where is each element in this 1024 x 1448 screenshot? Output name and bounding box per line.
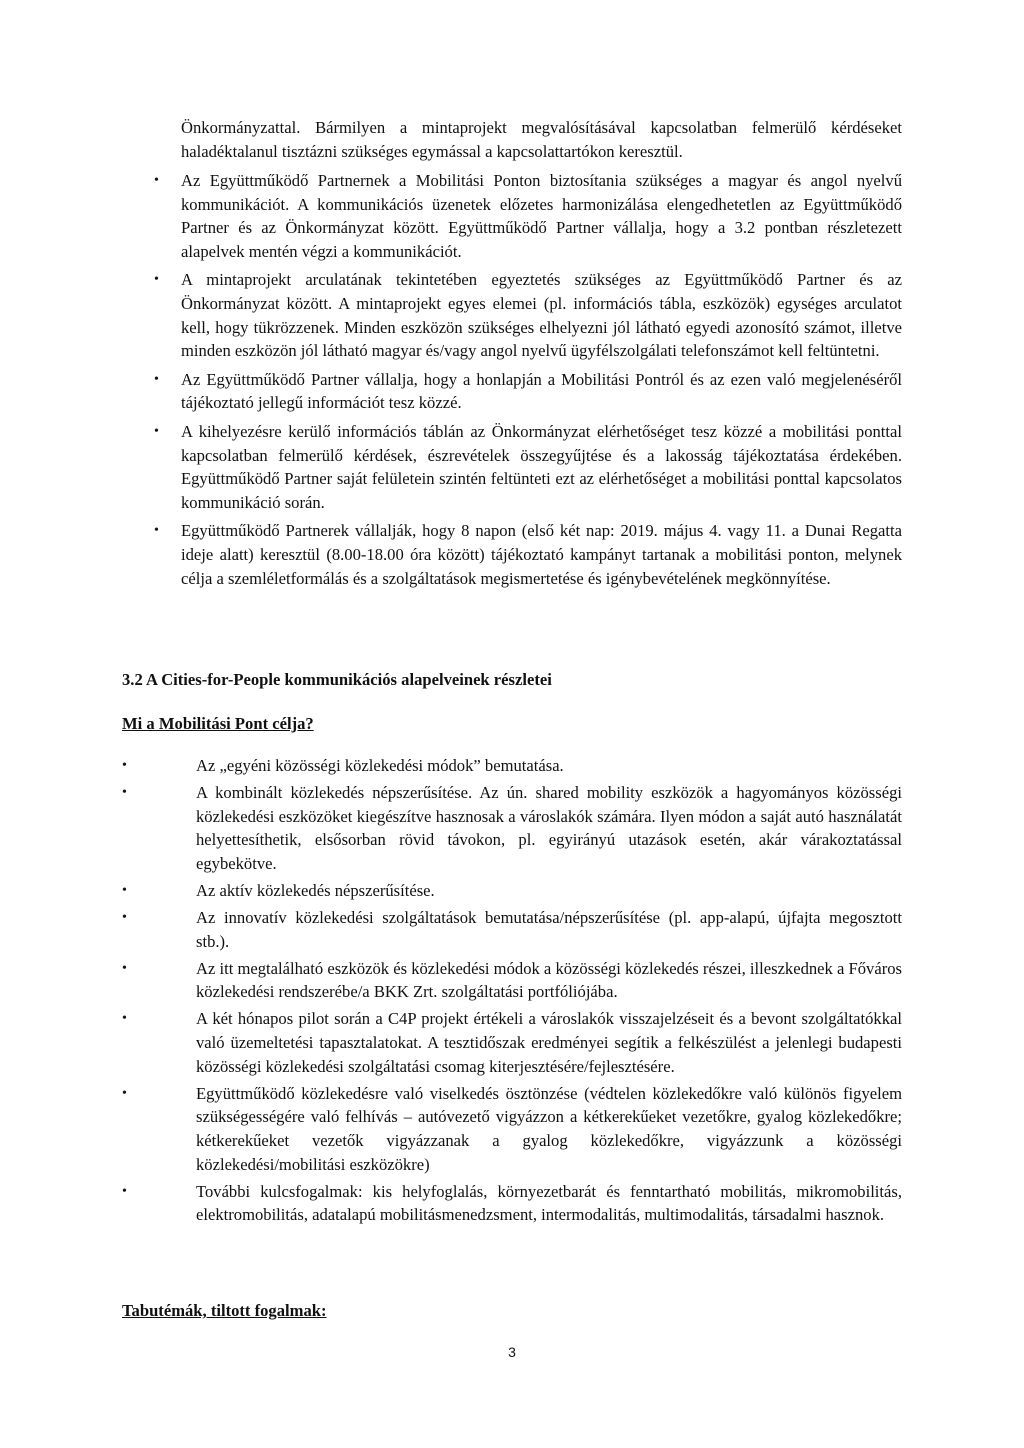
list-item-text: A mintaprojekt arculatának tekintetében egyeztetés szükséges az Együttműködő Partner és az Önkormányzat között. A mintaprojekt egyes elemei (pl. információs tábla, eszközök) egységes arculatot kell, hogy tükrözzenek. Minden eszközön szükséges elhelyezni jól látható egyedi azonosító számot, illetve minden eszközön jól látható magyar és/vagy angol nyelvű ügyfélszolgálati telefonszámot kell feltüntetni. [181, 270, 902, 361]
bullet-icon: • [154, 173, 159, 188]
bullet-icon: • [122, 960, 127, 976]
list-item [154, 368, 902, 415]
intro-paragraph: Önkormányzattal. Bármilyen a mintaprojekt megvalósításával kapcsolatban felmerülő kérdéseket haladéktalanul tisztázni szükséges egymással a kapcsolattartókon keresztül. [181, 118, 902, 161]
list-item [154, 169, 902, 263]
bullet-icon: • [122, 882, 127, 898]
bullet-icon: • [122, 758, 127, 773]
list-item [122, 906, 902, 953]
bullet-icon: • [122, 1085, 127, 1101]
list-item [122, 879, 902, 903]
list-item [154, 519, 902, 590]
list-item-text: Az itt megtalálható eszközök és közlekedési módok a közösségi közlekedés részei, illeszkednek a Főváros közlekedési rendszerébe/a BKK Zrt. szolgáltatási portfóliójába. [196, 958, 902, 1002]
list-item-text: Együttműködő közlekedésre való viselkedés ösztönzése (védtelen közlekedőkre való különös figyelem szükségességére való felhívás – autóvezető vigyázzon a kétkerekűeket vezetőkre, gyalog közlekedőkre; kétkerekűeket vezetők vigyázzanak a gyalog közlekedőkre, vigyázzunk a közösségi közlekedési/mobilitási eszközökre) [196, 1083, 902, 1174]
list-item-text: Az Együttműködő Partnernek a Mobilitási Ponton biztosítania szükséges a magyar és angol nyelvű kommunikációt. A kommunikációs üzenetek előzetes harmonizálása elengedhetetlen az Együttműködő Partner és az Önkormányzat között. Együttműködő Partner vállalja, hogy a 3.2 pontban részletezett alapelvek mentén végzi a kommunikációt. [181, 171, 902, 261]
list-item [122, 754, 902, 778]
taboo-heading: Tabutémák, tiltott fogalmak: [122, 1301, 327, 1320]
list-item-text: Az innovatív közlekedési szolgáltatások bemutatása/népszerűsítése (pl. app-alapú, újfajta megosztott stb.). [196, 908, 902, 951]
bullet-icon: • [154, 523, 159, 539]
list-item [122, 781, 902, 875]
bullet-icon: • [154, 371, 159, 387]
bullet-icon: • [154, 423, 159, 439]
list-item-text: A két hónapos pilot során a C4P projekt értékeli a városlakók visszajelzéseit és a bevont szolgáltatókkal való üzemeltetési tapasztalatokat. A tesztidőszak eredményei segítik a felkészülést a jelenlegi budapesti közösségi közlekedési szolgáltatási csomag kiterjesztésére/fejlesztésére. [196, 1009, 902, 1076]
list-item [122, 1082, 902, 1176]
mobility-point-goals-list [122, 754, 902, 1230]
list-item [122, 957, 902, 1004]
subsection-heading: Mi a Mobilitási Pont célja? [122, 714, 314, 733]
list-item-text: A kombinált közlekedés népszerűsítése. Az ún. shared mobility eszközök a hagyományos közösségi közlekedési eszközöket kiegészítve hasznosak a városlakók számára. Ilyen módon a saját autó használatát helyettesíthetik, elsősorban rövid távokon, pl. egyirányú utazások esetén, akár várakoztatással egybekötve. [196, 783, 902, 873]
list-item [122, 1007, 902, 1078]
list-item-text: Az „egyéni közösségi közlekedési módok” bemutatása. [196, 756, 564, 775]
list-item-text: Az aktív közlekedés népszerűsítése. [196, 880, 435, 900]
list-item-text: Az Együttműködő Partner vállalja, hogy a honlapján a Mobilitási Pontról és az ezen való megjelenéséről tájékoztató jellegű információt tesz közzé. [181, 369, 902, 413]
list-item [154, 420, 902, 514]
list-item [154, 268, 902, 362]
bullet-icon: • [122, 1183, 127, 1199]
bullet-icon: • [122, 910, 127, 926]
list-item-text: További kulcsfogalmak: kis helyfoglalás, környezetbarát és fenntartható mobilitás, mikromobilitás, elektromobilitás, adatalapú mobilitásmenedzsment, intermodalitás, multimodalitás, társadalmi hasznok. [196, 1181, 902, 1225]
list-item-text: A kihelyezésre kerülő információs táblán az Önkormányzat elérhetőséget tesz közzé a mobilitási ponttal kapcsolatban felmerülő kérdések, észrevételek összegyűjtése és a lakosság tájékoztatása érdekében. Együttműködő Partner saját felületein szintén feltünteti ezt az elérhetőséget a mobilitási ponttal kapcsolatos kommunikáció során. [181, 421, 902, 512]
bullet-icon: • [122, 1011, 127, 1027]
list-item [122, 1180, 902, 1227]
section-heading: 3.2 A Cities-for-People kommunikációs alapelveinek részletei [122, 670, 552, 689]
bullet-icon: • [122, 785, 127, 801]
partner-obligations-list [154, 169, 902, 595]
list-item-text: Együttműködő Partnerek vállalják, hogy 8 napon (első két nap: 2019. május 4. vagy 11. a Dunai Regatta ideje alatt) keresztül (8.00-18.00 óra között) tájékoztató kampányt tartanak a mobilitási ponton, melynek célja a szemléletformálás és a szolgáltatások megismertetése és igénybevételének megkönnyítése. [181, 521, 902, 588]
page-number: 3 [508, 1344, 516, 1360]
bullet-icon: • [154, 272, 159, 288]
